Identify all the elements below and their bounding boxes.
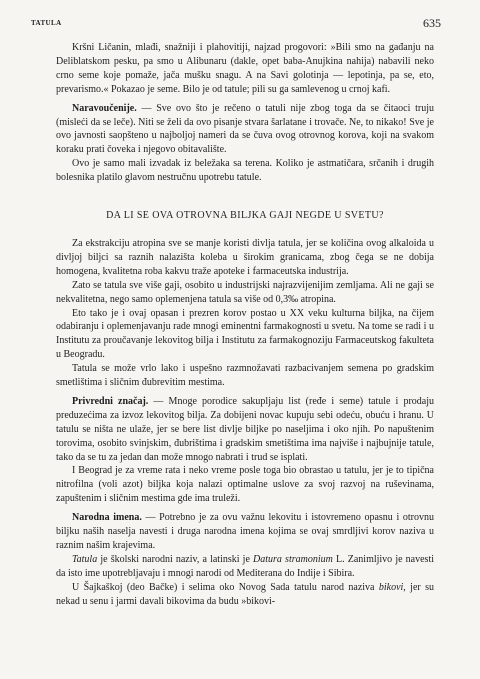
paragraph-text: — Sve ovo što je rečeno o tatuli nije zbog toga da se čitaoci truju (misleći da se leče). Niti se želi da ovo pisanje stvara šarlatane i trovače. Ne, to nikako! Sve je ovo javnosti saopšteno u najboljoj nameri da se čuva ovog otrovnog korova, koji na svakom koraku prati čoveka i njegovo obitavalište. [56, 102, 434, 156]
paragraph-text: , jer su nekad u senu i jarmi davali bikovima da budu »bikovi- [56, 581, 434, 607]
paragraph-text: — Potrebno je za ovu važnu lekovitu i istovremeno opasnu i otrovnu biljku naših naselja navesti i druga narodna imena kojima se ovaj smrdljivi korov naziva u raznim našim krajevima. [56, 512, 435, 551]
paragraph: Ovo je samo mali izvadak iz beležaka sa terena. Koliko je astmatičara, srčanih i drugih bolesnika platilo glavom nestručnu upotrebu tatule. [56, 158, 434, 184]
paragraph-text: je školski narodni naziv, a latinski je [97, 553, 254, 565]
page-body [56, 41, 434, 609]
paragraph [56, 511, 434, 553]
paragraph-lead: Narodna imena. [72, 512, 142, 524]
paragraph-text: — Mnoge porodice sakupljaju list (ređe i seme) tatule i prodaju preduzećima za izvoz lekovitog bilja. Za dobijeni novac kupuju sebi odeću, obuću i hranu. U tatulu se ništa ne ulaže, jer se bere list divlje biljke po naseljima i oko njih. Po napuštenim torovima, osobito svinjskim, đubrištima i gradskim smetištima ima najviše i najbujnije tatule, tako da se tu za jedan dan može mnogo nabrati i trud se isplati. [56, 395, 434, 463]
paragraph-lead: Naravoučenije. [72, 102, 137, 114]
paragraph [56, 553, 434, 581]
paragraph: I Beograd je za vreme rata i neko vreme posle toga bio obrastao u tatulu, jer je to tipična nitrofilna (voli azot) biljka koja nalazi optimalne uslove za svoj razvoj na ruševinama, zapuštenim i sličnim mestima gde ima truleži. [56, 465, 434, 505]
page-number: 635 [423, 16, 441, 30]
running-head: TATULA [31, 19, 62, 27]
paragraph-lead: Privredni značaj. [72, 395, 149, 407]
paragraph: Za ekstrakciju atropina sve se manje koristi divlja tatula, jer se količina ovog alkaloida u divljoj biljci sa raznih nalazišta koleba u širokim granicama, zbog čega se ne dobija homogena, kvalitetna roba kakvu traže apoteke i farmaceutska industrija. [56, 237, 434, 277]
section-heading: DA LI SE OVA OTROVNA BILJKA GAJI NEGDE U SVETU? [106, 210, 384, 222]
paragraph [56, 395, 434, 465]
paragraph: Zato se tatula sve više gaji, osobito u industrijski najrazvijenijim zemljama. Ali ne gaji se nekvalitetna, nego samo oplemenjena tatula sa više od 0,3‰ atropina. [56, 279, 434, 305]
paragraph: Eto tako je i ovaj opasan i prezren korov postao u XX veku kulturna biljka, na čijem odabiranju i oplemenjavanju rade mnogi eminentni farmakognosti u svetu. Na tome se radi i u Institutu za proučavanje lekovitog bilja i Institutu za farmakognoziju Farmaceutskog fakulteta u Beogradu. [56, 307, 434, 361]
page-header [31, 16, 441, 34]
paragraph [56, 581, 434, 609]
paragraph-text: U Šajkaškoj (deo Bačke) i selima oko Novog Sada tatulu narod naziva [72, 581, 379, 593]
paragraph [56, 102, 434, 158]
paragraph: Tatula se može vrlo lako i uspešno razmnožavati razbacivanjem semena po gradskim smetlištima i sličnim đubrevitim mestima. [56, 363, 434, 389]
italic-term: Datura stramonium [253, 553, 333, 565]
italic-term: bikovi [378, 581, 404, 593]
italic-term: Tatula [72, 553, 98, 565]
paragraph: Kršni Ličanin, mlađi, snažniji i plahovitiji, najzad progovori: »Bili smo na gađanju na Deliblatskom pesku, pa smo u Alibunaru (dakle, opet baba-Anujkina nahija) nabavili neko crno seme koje pomaže, jača mušku snagu. A na Savi golotinja — lepotinja, pa se, eto, prevarismo.« Pokazao je seme. Bilo je od tatule; pili su ga samlevenog u crnoj kafi. [56, 42, 434, 95]
paragraph-text: L. Zanimljivo je navesti da isto ime upotrebljavaju i mnogi narodi od Mediterana do Indije i Sibira. [56, 553, 435, 579]
